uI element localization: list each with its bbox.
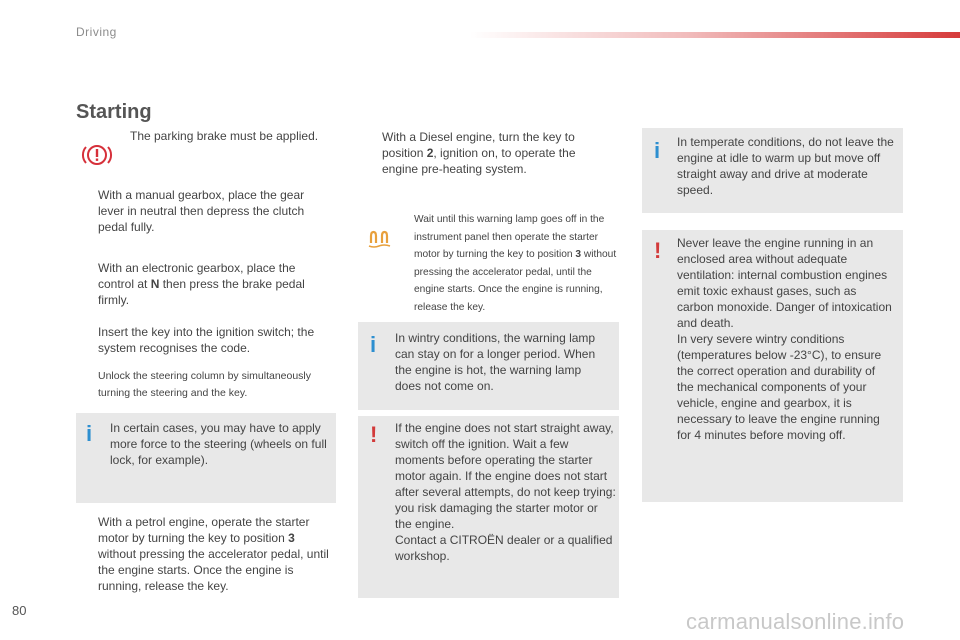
header-bar bbox=[470, 32, 960, 38]
manual-gearbox-text: With a manual gearbox, place the gear lever in neutral then depress the clutch pedal fully. bbox=[98, 188, 305, 234]
info-text: In certain cases, you may have to apply more force to the steering (wheels on full lock, for example). bbox=[110, 421, 327, 467]
info-text: In wintry conditions, the warning lamp can stay on for a longer period. When the engine is hot, the warning lamp does not come on. bbox=[395, 331, 596, 393]
page-title: Starting bbox=[76, 101, 152, 123]
watermark: carmanualsonline.info bbox=[686, 609, 905, 634]
info-text: In temperate conditions, do not leave the engine at idle to warm up but move off straight away and drive at moderate speed. bbox=[677, 135, 894, 197]
electronic-gearbox-text: With an electronic gearbox, place the control at N then press the brake pedal firmly. bbox=[98, 261, 305, 307]
page-number: 80 bbox=[12, 603, 27, 618]
diesel-engine-text: With a Diesel engine, turn the key to position 2, ignition on, to operate the engine pre-heating system. bbox=[382, 130, 576, 176]
info-icon: i bbox=[654, 138, 661, 163]
info-icon: i bbox=[86, 421, 93, 446]
info-icon: i bbox=[370, 332, 377, 357]
warning-text: If the engine does not start straight away, switch off the ignition. Wait a few moments before operating the starter motor again. If the engine does not start after several attempts, do not keep trying: you risk damaging the starter motor or the engine. Contact a CITROËN dealer or a qualified workshop. bbox=[395, 421, 616, 563]
warning-box-start bbox=[358, 416, 619, 598]
insert-key-text: Insert the key into the ignition switch; the system recognises the code. bbox=[98, 325, 315, 355]
unlock-steering-text: Unlock the steering column by simultaneously turning the steering and the key. bbox=[98, 370, 312, 399]
info-box-temperate bbox=[642, 128, 903, 213]
warning-text: Never leave the engine running in an enclosed area without adequate ventilation: internal combustion engines emit toxic exhaust gases, such as carbon monoxide. Danger of intoxication and death. In very severe wintry conditions (temperatures below -23°C), to ensure the correct operation and durability of the mechanical components of your vehicle, engine and gearbox, it is necessary to leave the engine running for 4 minutes before moving off. bbox=[677, 236, 892, 442]
preheating-warning-icon bbox=[368, 229, 392, 249]
warning-icon: ! bbox=[654, 238, 662, 263]
info-box-wintry bbox=[358, 322, 619, 410]
brake-warning-icon bbox=[80, 142, 114, 168]
parking-brake-text: The parking brake must be applied. bbox=[130, 129, 319, 143]
warning-box-enclosed bbox=[642, 230, 903, 502]
wait-lamp-text: Wait until this warning lamp goes off in the instrument panel then operate the starter motor by turning the key to position 3 without pressing the accelerator pedal, until the engine starts. Once the engine is running, release the key. bbox=[414, 214, 617, 313]
section-label: Driving bbox=[76, 25, 117, 39]
petrol-engine-text: With a petrol engine, operate the starter motor by turning the key to position 3 without pressing the accelerator pedal, until the engine starts. Once the engine is running, release the key. bbox=[98, 515, 329, 593]
info-box-steering bbox=[76, 413, 336, 503]
warning-icon: ! bbox=[370, 422, 378, 447]
